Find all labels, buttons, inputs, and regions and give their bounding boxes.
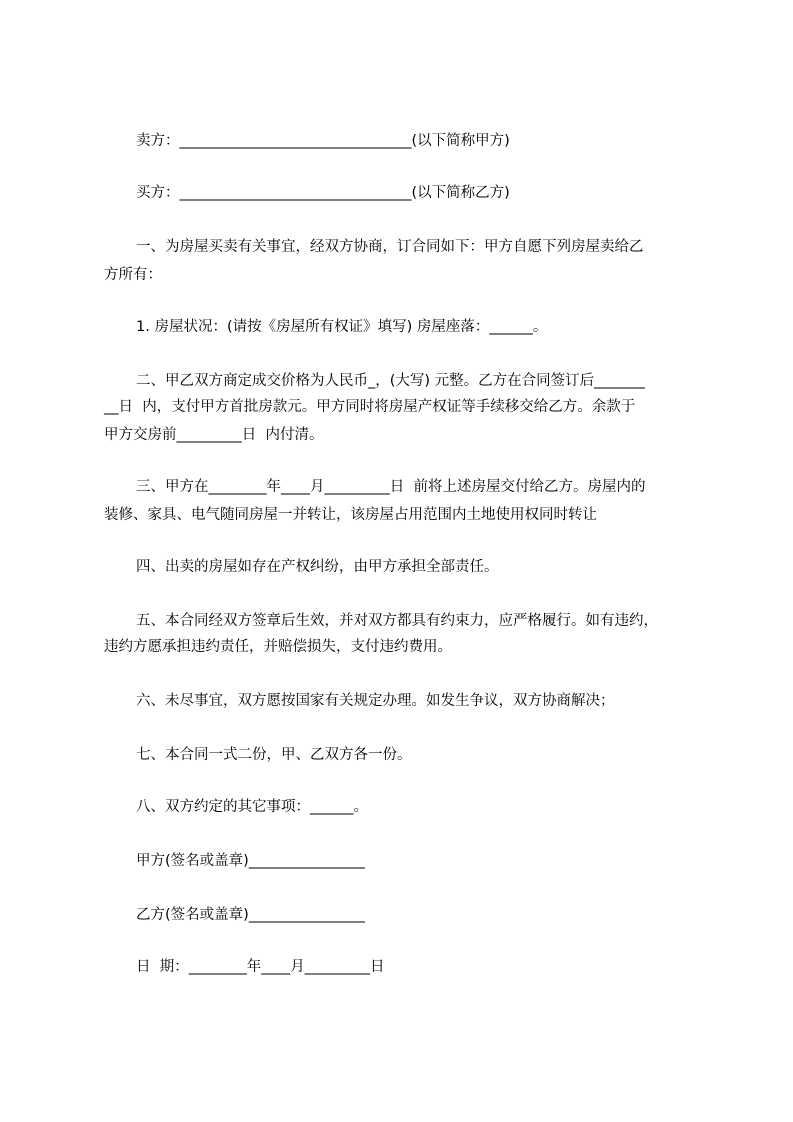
clause-3-line-1: 三、甲方在________年____月_________日 前将上述房屋交付给乙方。房屋内的 [136, 479, 646, 495]
clause-4-line: 四、出卖的房屋如存在产权纠纷，由甲方承担全部责任。 [136, 559, 499, 575]
buyer-line: 买方：________________________________(以下简称乙方) [136, 185, 510, 201]
clause-5-line-1: 五、本合同经双方签章后生效，并对双方都具有约束力，应严格履行。如有违约， [136, 613, 658, 629]
clause-7-line: 七、本合同一式二份，甲、乙双方各一份。 [136, 747, 412, 763]
clause-3-line-2: 装修、家具、电气随同房屋一并转让，该房屋占用范围内土地使用权同时转让 [104, 507, 597, 523]
clause-6-line: 六、未尽事宜，双方愿按国家有关规定办理。如发生争议，双方协商解决； [136, 693, 615, 709]
party-a-signature-line: 甲方(签名或盖章)________________ [136, 853, 365, 869]
clause-1-line-2: 方所有： [104, 267, 162, 283]
clause-2-line-2: __日 内，支付甲方首批房款元。甲方同时将房屋产权证等手续移交给乙方。余款于 [104, 399, 636, 415]
clause-1-item-1: 1. 房屋状况：(请按《房屋所有权证》填写) 房屋座落：______。 [136, 319, 548, 335]
clause-8-line: 八、双方约定的其它事项：______。 [136, 799, 368, 815]
clause-1-line-1: 一、为房屋买卖有关事宜，经双方协商，订合同如下：甲方自愿下列房屋卖给乙 [136, 239, 644, 255]
seller-line: 卖方：________________________________(以下简称甲方) [136, 133, 510, 149]
date-line: 日 期：________年____月_________日 [136, 959, 385, 975]
clause-2-line-1: 二、甲乙双方商定成交价格为人民币_，(大写) 元整。乙方在合同签订后_______ [136, 373, 645, 389]
clause-5-line-2: 违约方愿承担违约责任，并赔偿损失，支付违约费用。 [104, 639, 452, 655]
clause-2-line-3: 甲方交房前_________日 内付清。 [104, 427, 324, 443]
party-b-signature-line: 乙方(签名或盖章)________________ [136, 907, 365, 923]
